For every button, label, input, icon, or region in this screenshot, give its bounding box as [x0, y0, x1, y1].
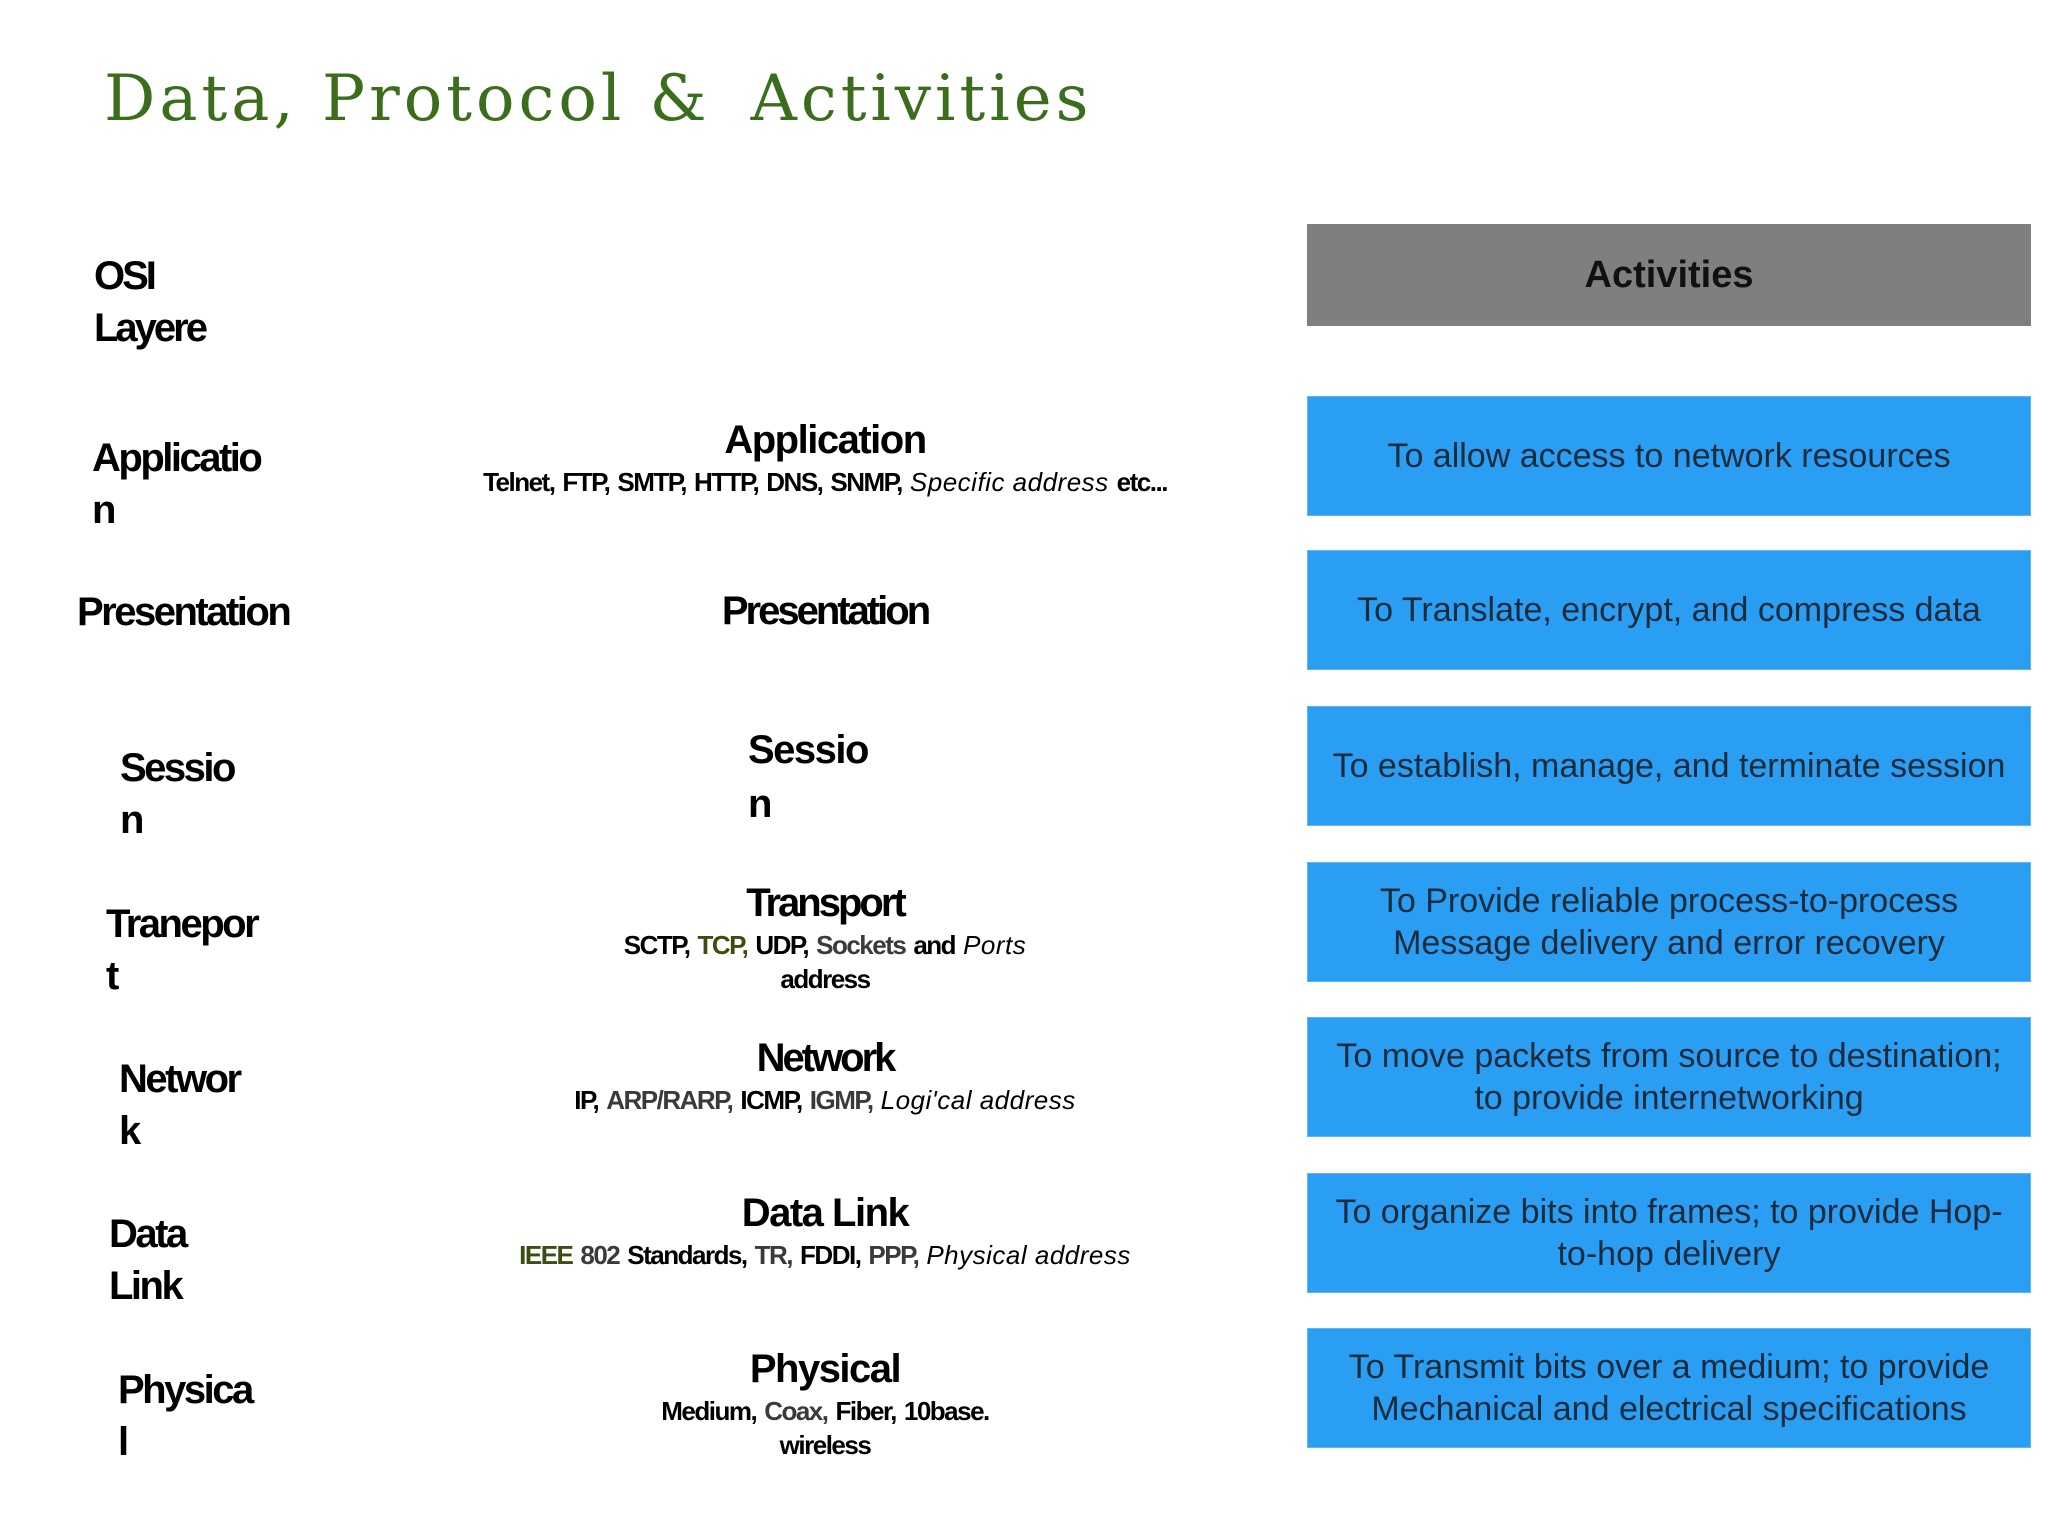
protocol-suffix: etc... — [1116, 467, 1167, 497]
protocol-suffix: wireless — [779, 1430, 871, 1460]
left-label-data-link: Data Link — [109, 1212, 186, 1308]
title-part2: Activities — [750, 62, 1093, 136]
layer-name: Presentation — [721, 589, 929, 633]
protocol-item: Sockets — [816, 930, 906, 960]
layer-network — [400, 1033, 1250, 1117]
protocol-item: IEEE — [519, 1240, 573, 1270]
layer-name: Application — [724, 418, 926, 462]
protocol-item: Coax, — [764, 1396, 828, 1426]
protocol-item: SCTP, — [623, 930, 690, 960]
layer-data-link — [400, 1188, 1250, 1272]
activity-text: To move packets from source to destination; to provide internetworking — [1336, 1037, 2002, 1117]
layer-transport — [400, 878, 1250, 996]
left-label-transport: Tranepor t — [106, 902, 258, 998]
page-title — [104, 62, 1092, 136]
activity-text: To allow access to network resources — [1387, 437, 1951, 475]
protocol-list — [400, 1083, 1250, 1117]
layer-name: Transport — [746, 881, 904, 925]
protocol-item: Fiber, — [835, 1396, 896, 1426]
address-note: Ports — [963, 930, 1027, 960]
activity-text: To Provide reliable process-to-process Message delivery and error recovery — [1379, 882, 1959, 962]
address-note: Physical address — [926, 1240, 1131, 1270]
protocol-item: ICMP, — [740, 1085, 802, 1115]
left-label-application: Applicatio n — [92, 436, 261, 532]
protocol-item: TCP, — [697, 930, 748, 960]
osi-layers-heading: OSI Layere — [94, 254, 205, 350]
activity-box-application — [1307, 396, 2031, 516]
protocol-item: ARP/RARP, — [606, 1085, 733, 1115]
protocol-item: DNS, — [766, 467, 823, 497]
activity-box-physical — [1307, 1328, 2031, 1448]
protocol-item: Telnet, — [483, 467, 555, 497]
protocol-item: HTTP, — [694, 467, 759, 497]
left-label-physical: Physica l — [118, 1368, 252, 1464]
activity-box-transport — [1307, 862, 2031, 982]
left-label-presentation: Presentation — [77, 590, 290, 634]
protocol-list — [400, 928, 1250, 996]
protocol-item: FTP, — [562, 467, 610, 497]
protocol-item: PPP, — [868, 1240, 919, 1270]
activity-box-presentation — [1307, 550, 2031, 670]
activity-box-network — [1307, 1017, 2031, 1137]
protocol-item: UDP, — [755, 930, 809, 960]
protocol-item: TR, — [754, 1240, 793, 1270]
protocol-suffix: address — [780, 964, 870, 994]
activity-box-session — [1307, 706, 2031, 826]
layer-name: Sessio n — [748, 728, 868, 826]
layer-presentation — [400, 586, 1250, 636]
layer-physical — [400, 1344, 1250, 1462]
protocol-item: SMTP, — [617, 467, 687, 497]
activity-text: To organize bits into frames; to provide Hop-to-hop delivery — [1335, 1193, 2003, 1273]
protocol-item: 10base. — [903, 1396, 989, 1426]
layer-name: Physical — [749, 1347, 901, 1391]
protocol-item: and — [913, 930, 956, 960]
left-label-session: Sessio n — [120, 746, 234, 842]
layer-name: Network — [756, 1036, 894, 1080]
protocol-item: Medium, — [661, 1396, 757, 1426]
protocol-item: IGMP, — [809, 1085, 873, 1115]
protocol-item: 802 — [580, 1240, 620, 1270]
layer-name: Data Link — [741, 1191, 909, 1235]
activity-box-data-link — [1307, 1173, 2031, 1293]
activities-header: Activities — [1307, 224, 2031, 326]
protocol-item: FDDI, — [800, 1240, 861, 1270]
protocol-item: IP, — [574, 1085, 599, 1115]
protocol-list — [400, 1394, 1250, 1462]
activity-text: To establish, manage, and terminate session — [1332, 747, 2006, 785]
protocol-item: SNMP, — [830, 467, 902, 497]
activity-text: To Transmit bits over a medium; to provide Mechanical and electrical specifications — [1348, 1348, 1990, 1428]
layer-session — [400, 723, 1250, 831]
protocol-item: Standards, — [627, 1240, 747, 1270]
address-note: Logi'cal address — [880, 1085, 1076, 1115]
activity-text: To Translate, encrypt, and compress data — [1357, 591, 1981, 629]
address-note: Specific address — [909, 467, 1109, 497]
protocol-list — [400, 1238, 1250, 1272]
protocol-list — [400, 465, 1250, 499]
layer-application — [400, 415, 1250, 499]
title-part1: Data, Protocol & — [104, 62, 711, 136]
left-label-network: Networ k — [119, 1057, 240, 1153]
